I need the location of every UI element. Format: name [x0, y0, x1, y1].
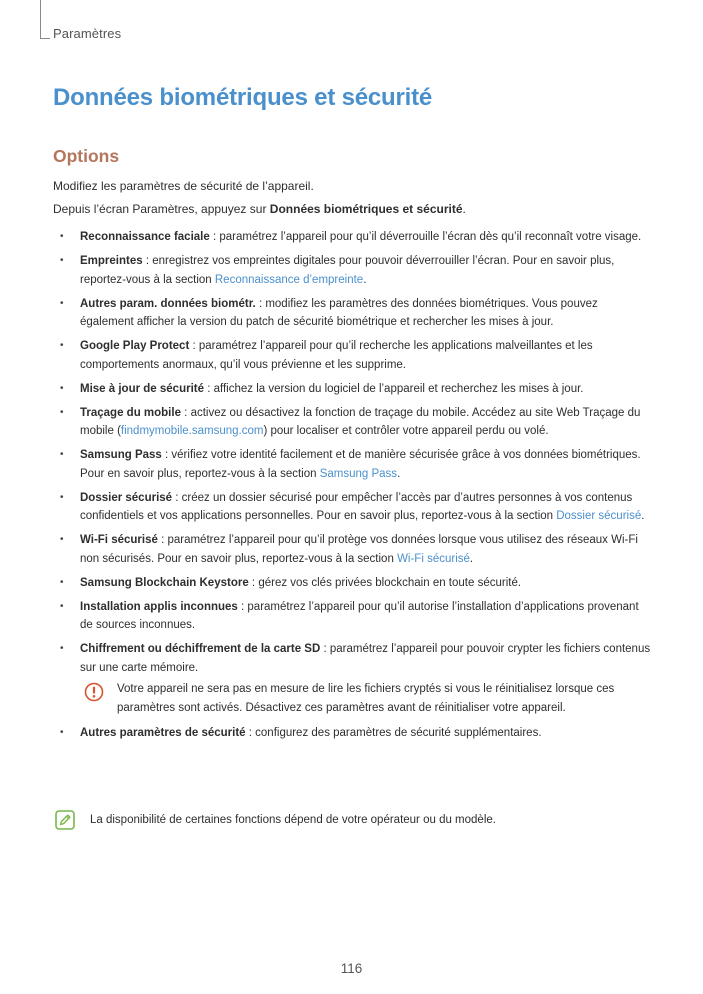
option-item: [53, 574, 653, 593]
option-term: Mise à jour de sécurité: [80, 382, 204, 395]
options-list: [53, 228, 653, 748]
option-term: Autres param. données biométr.: [80, 297, 256, 310]
reference-link[interactable]: Dossier sécurisé: [556, 510, 642, 522]
option-description-end: .: [641, 510, 645, 522]
option-term: Installation applis inconnues: [80, 600, 238, 613]
note-pencil-icon: [55, 810, 75, 830]
option-item: [53, 531, 653, 568]
option-description: : enregistrez vos empreintes digitales pour pouvoir déverrouiller l’écran. Pour en savoir plus, reportez-vous à la section: [80, 255, 615, 286]
intro-paragraph: Modifiez les paramètres de sécurité de l’appareil.: [53, 179, 314, 193]
option-term: Samsung Pass: [80, 449, 162, 461]
option-item: [53, 724, 653, 743]
option-item: [53, 252, 653, 289]
option-term: Wi-Fi sécurisé: [80, 534, 158, 546]
option-term: Samsung Blockchain Keystore: [80, 576, 249, 589]
running-head: Paramètres: [53, 26, 122, 41]
intro-instructions: [53, 202, 466, 216]
option-item: [53, 446, 653, 483]
page-number: 116: [340, 961, 363, 976]
option-description: : créez un dossier sécurisé pour empêcher l’accès par d’autres personnes à vos contenus confidentiels et vos applications personnelles. Pour en savoir plus, reportez-vous à la section: [80, 491, 633, 522]
option-description: : activez ou désactivez la fonction de traçage du mobile. Accédez au site Web Traçage du mobile (: [80, 406, 641, 437]
reference-link[interactable]: Reconnaissance d’empreinte: [214, 273, 364, 286]
option-term: Chiffrement ou déchiffrement de la carte SD: [80, 643, 321, 655]
caution-icon: [84, 682, 104, 702]
header-rule-horizontal: [40, 38, 50, 39]
section-title: Options: [53, 146, 120, 166]
option-description: : paramétrez l’appareil pour qu’il recherche les applications malveillantes et les comportements anormaux, qu’il vous prévienne et les supprime.: [80, 340, 593, 371]
option-item: [53, 598, 653, 635]
option-description: : gérez vos clés privées blockchain en toute sécurité.: [248, 576, 522, 589]
note-text: La disponibilité de certaines fonctions dépend de votre opérateur ou du modèle.: [90, 814, 496, 826]
option-term: Dossier sécurisé: [80, 491, 173, 504]
reference-link[interactable]: Samsung Pass: [319, 467, 398, 480]
caution-box: [80, 680, 653, 717]
option-term: Google Play Protect: [80, 340, 190, 352]
option-description: : paramétrez l’appareil pour qu’il protège vos données lorsque vous utilisez des réseaux Wi-Fi non sécurisés. Pour en savoir plus, reportez-vous à la section: [80, 534, 638, 565]
option-description-end: .: [469, 552, 474, 565]
option-description: : paramétrez l’appareil pour pouvoir crypter les fichiers contenus sur une carte mémoire.: [80, 643, 651, 674]
option-item: [53, 640, 653, 717]
option-term: Reconnaissance faciale: [80, 231, 210, 243]
option-term: Empreintes: [80, 255, 143, 267]
caution-text: Votre appareil ne sera pas en mesure de lire les fichiers cryptés si vous le réinitialisez lorsque ces paramètres sont activés. Désactivez ces paramètres avant de réinitialiser votre appareil.: [117, 683, 615, 714]
option-item: [53, 489, 653, 526]
option-description: : vérifiez votre identité facilement et de manière sécurisée grâce à vos données biométriques. Pour en savoir plus, reportez-vous à la section: [80, 449, 641, 480]
option-description: : affichez la version du logiciel de l’appareil et recherchez les mises à jour.: [204, 382, 584, 395]
note-box: [53, 811, 700, 830]
website-link[interactable]: findmymobile.samsung.com: [120, 425, 264, 437]
option-item: [53, 337, 653, 374]
option-item: [53, 228, 653, 247]
option-item: [53, 380, 653, 399]
option-description: : configurez des paramètres de sécurité supplémentaires.: [245, 727, 542, 739]
option-term: Traçage du mobile: [80, 406, 181, 419]
option-description-end: ) pour localiser et contrôler votre appareil perdu ou volé.: [263, 425, 549, 437]
option-item: [53, 295, 653, 332]
option-term: Autres paramètres de sécurité: [80, 727, 246, 739]
option-description: : modifiez les paramètres des données biométriques. Vous pouvez également afficher la version du patch de sécurité biométrique et rechercher les mises à jour.: [80, 297, 598, 328]
option-item: [53, 404, 653, 441]
option-description: : paramétrez l’appareil pour qu’il déverrouille l’écran dès qu’il reconnaît votre visage.: [209, 231, 642, 243]
intro-end: .: [462, 202, 466, 216]
option-description: : paramétrez l’appareil pour qu’il autorise l’installation d’applications provenant de sources inconnues.: [80, 600, 639, 631]
reference-link[interactable]: Wi-Fi sécurisé: [397, 552, 470, 565]
header-rule-vertical: [40, 0, 41, 38]
option-description-end: .: [363, 273, 367, 286]
intro-text: Depuis l’écran Paramètres, appuyez sur: [53, 202, 270, 216]
page-title: Données biométriques et sécurité: [53, 84, 433, 111]
intro-menu-path: Données biométriques et sécurité: [269, 202, 463, 216]
option-description-end: .: [397, 467, 401, 480]
